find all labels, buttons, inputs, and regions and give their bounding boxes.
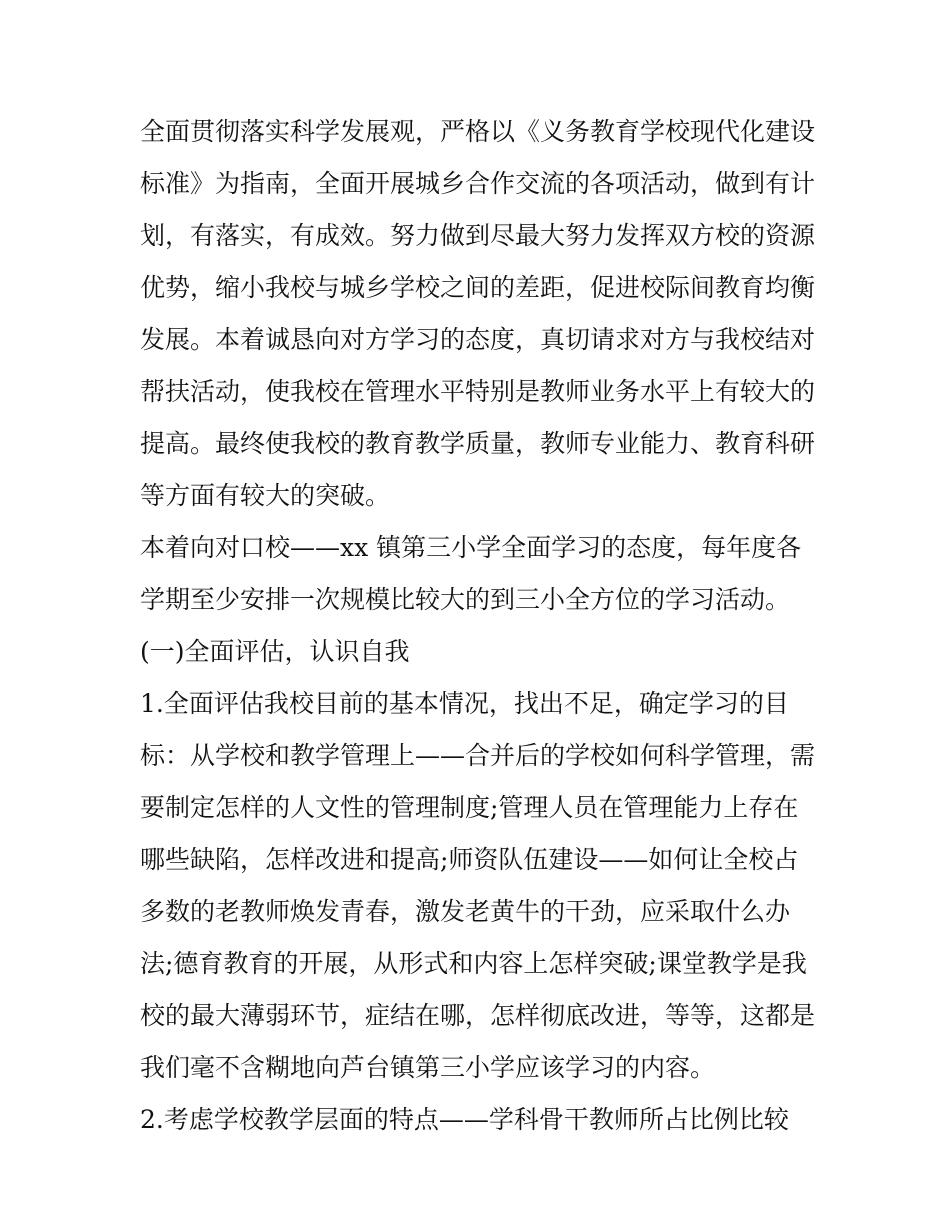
text-line: 全面贯彻落实科学发展观，严格以《义务教育学校现代化建设 [140,117,816,146]
heading-line: (一)全面评估，认识自我 [140,637,410,666]
text-line: 标：从学校和教学管理上——合并后的学校如何科学管理，需 [140,741,816,770]
document-body [140,106,820,1146]
paragraph-item-2 [140,1094,820,1146]
text-line: 要制定怎样的人文性的管理制度;管理人员在管理能力上存在 [140,793,799,822]
text-line: 多数的老教师焕发青春，激发老黄牛的干劲，应采取什么办 [140,897,791,926]
text-line: 1.全面评估我校目前的基本情况，找出不足，确定学习的目 [140,689,789,718]
text-line: 发展。本着诚恳向对方学习的态度，真切请求对方与我校结对 [140,325,816,354]
paragraph-plan [140,522,820,626]
text-line: 帮扶活动，使我校在管理水平特别是教师业务水平上有较大的 [140,377,816,406]
text-line: 划，有落实，有成效。努力做到尽最大努力发挥双方校的资源 [140,221,816,250]
text-line: 校的最大薄弱环节，症结在哪，怎样彻底改进，等等，这都是 [140,1001,816,1030]
text-line: 标准》为指南，全面开展城乡合作交流的各项活动，做到有计 [140,169,816,198]
paragraph-intro [140,106,820,522]
text-line: 2.考虑学校教学层面的特点——学科骨干教师所占比例比较 [140,1105,789,1134]
text-line: 等方面有较大的突破。 [140,481,391,510]
text-line: 法;德育教育的开展，从形式和内容上怎样突破;课堂教学是我 [140,949,807,978]
text-line: 优势，缩小我校与城乡学校之间的差距，促进校际间教育均衡 [140,273,816,302]
text-line: 哪些缺陷，怎样改进和提高;师资队伍建设——如何让全校占 [140,845,799,874]
text-line: 提高。最终使我校的教育教学质量，教师专业能力、教育科研 [140,429,816,458]
text-line: 学期至少安排一次规模比较大的到三小全方位的学习活动。 [140,585,791,614]
paragraph-item-1 [140,678,820,1094]
text-line: 本着向对口校——xx 镇第三小学全面学习的态度，每年度各 [140,533,802,562]
section-heading [140,626,820,678]
text-line: 我们毫不含糊地向芦台镇第三小学应该学习的内容。 [140,1053,716,1082]
